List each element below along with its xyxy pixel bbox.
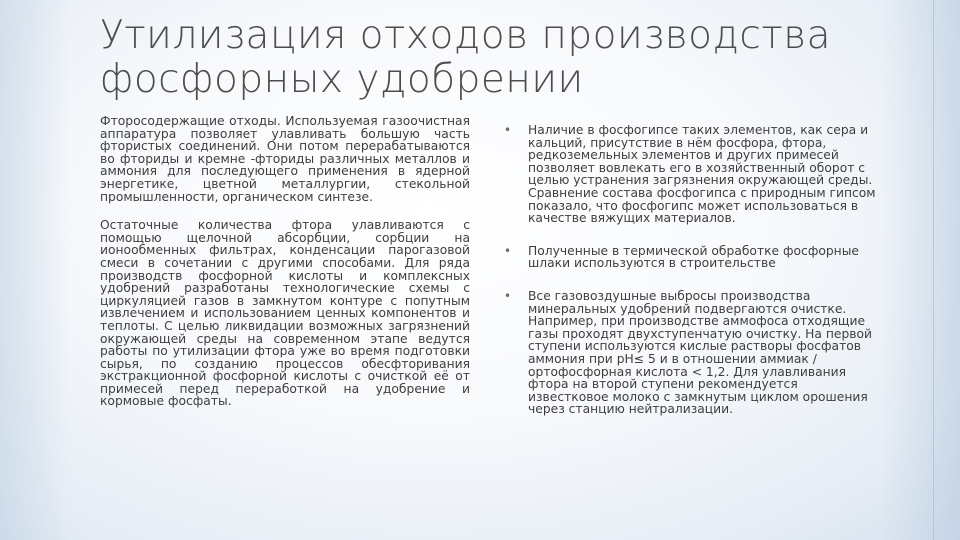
bullet-text: Все газовоздушные выбросы производства минеральных удобрений подвергаются очистке. Например, при производстве аммофоса отходящие газы проходят двухступенчатую очистку. На первой ступени используются кислые растворы фосфатов аммония при рН≤ 5 и в отношении аммиак / ортофосфорная кислота < 1,2. Для улавливания фтора на второй ступени рекомендуется известковое молоко с замкнутым циклом орошения через станцию нейтрализации. <box>528 288 873 417</box>
left-text-column <box>100 115 470 408</box>
background-vignette-right <box>880 0 960 540</box>
bullet-list <box>504 124 882 416</box>
bullet-item-phosphogypsum <box>504 124 882 225</box>
bullet-item-phosphorus-slag <box>504 245 882 270</box>
slide-title: Утилизация отходов производства фосфорных удобрении <box>100 13 832 102</box>
bullet-marker: • <box>504 123 512 137</box>
background-vignette-left <box>0 0 70 540</box>
bullet-text: Наличие в фосфогипсе таких элементов, как сера и кальций, присутствие в нём фосфора, фтора, редкоземельных элементов и других примесей позволяет вовлекать его в хозяйственный оборот с целью устранения загрязнения окружающей среды. Сравнение состава фосфогипса с природным гипсом показало, что фосфогипс может использоваться в качестве вяжущих материалов. <box>528 123 876 226</box>
paragraph-fluorine-waste: Фторосодержащие отходы. Используемая газоочистная аппаратура позволяет улавливать большую часть фтористых соединений. Они потом перерабатываются во фториды и кремне -фториды различных металлов и аммония для последующего применения в ядерной энергетике, цветной металлургии, стекольной промышленности, органическом синтезе. <box>100 114 470 204</box>
bullet-marker: • <box>504 243 512 258</box>
paragraph-residual-fluorine: Остаточные количества фтора улавливаются с помощью щелочной абсорбции, сорбции на ионообменных фильтрах, конденсации парогазовой смеси в сочетании с другими способами. Для ряда производств фосфорной кислоты и комплексных удобрений разработаны технологические схемы с циркуляцией газов в замкнутом контуре с попутным извлечением и использованием ценных компонентов и теплоты. С целью ликвидации возможных загрязнений окружающей среды на современном этапе ведутся работы по утилизации фтора уже во время подготовки сырья, по созданию процессов обесфторивания экстракционной фосфорной кислоты с очисткой её от примесей перед переработкой на удобрение и кормовые фосфаты. <box>100 218 470 409</box>
bullet-item-gas-emissions <box>504 290 882 416</box>
decorative-accent-line <box>933 0 934 540</box>
bullet-marker: • <box>504 288 512 303</box>
bullet-text: Полученные в термической обработке фосфорные шлаки используются в строительстве <box>528 243 859 271</box>
